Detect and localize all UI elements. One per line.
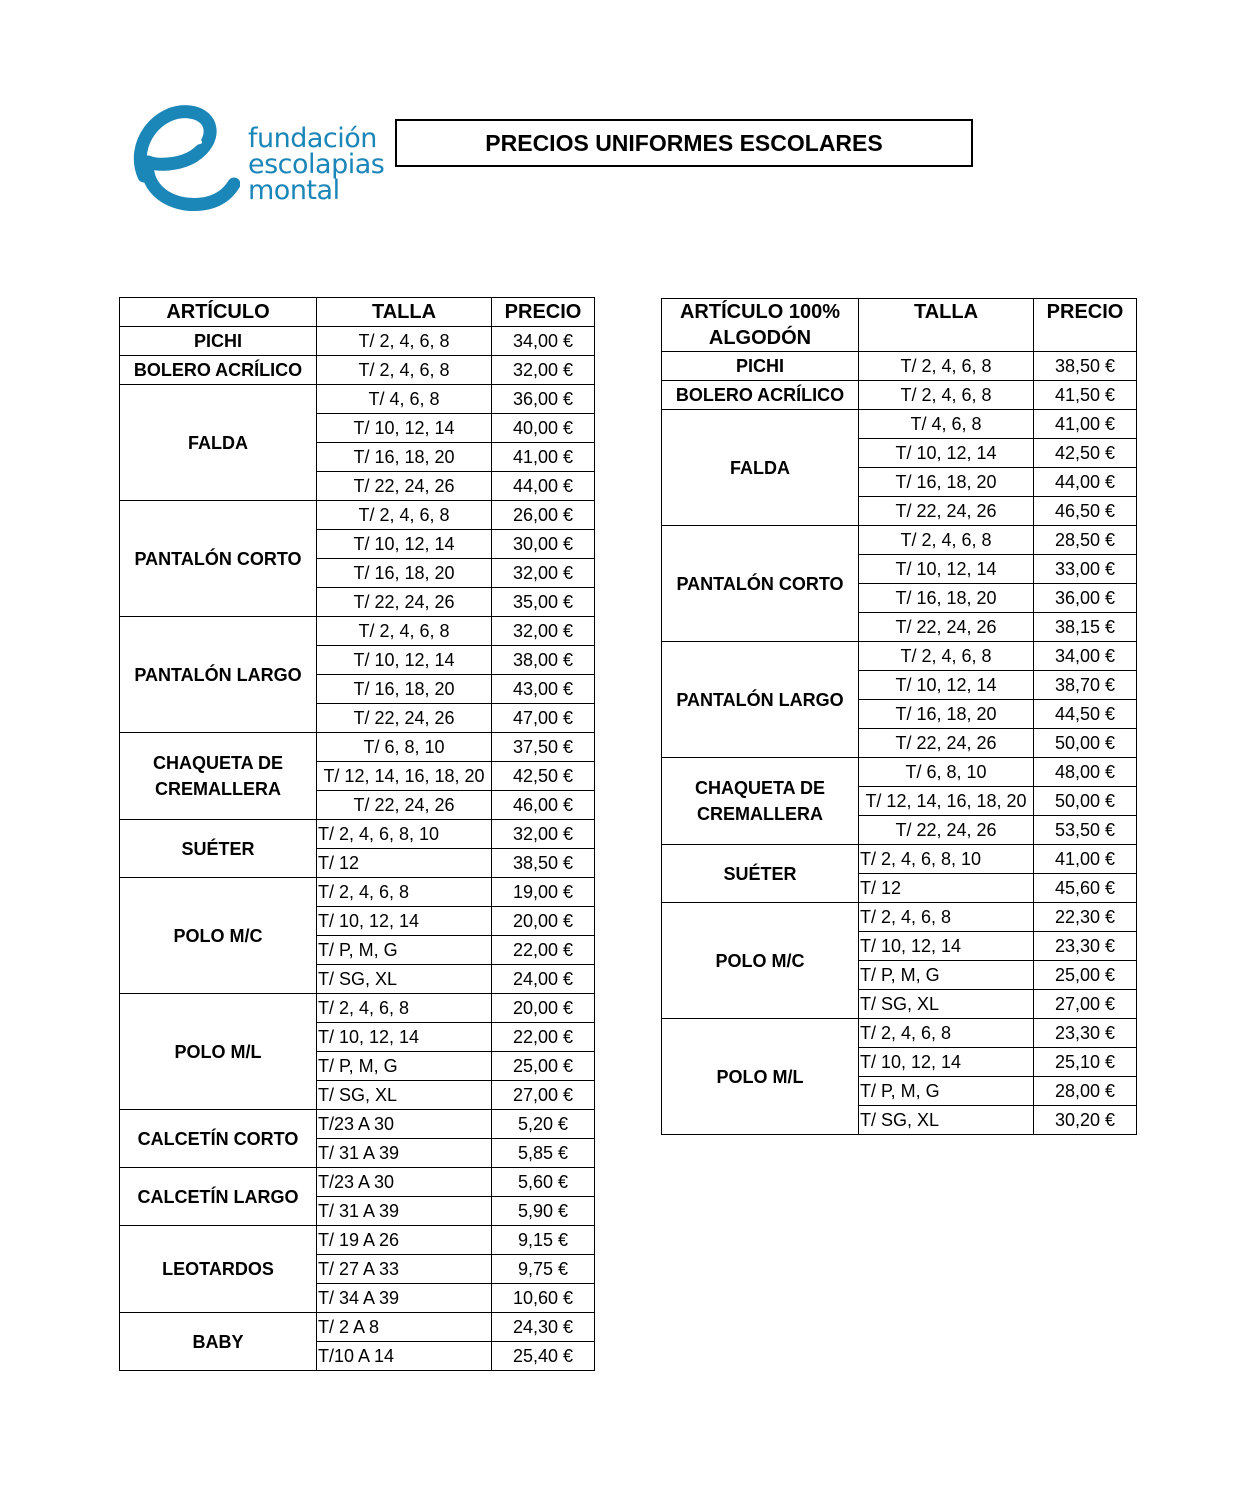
price-cell: 30,00 € [492,530,595,559]
article-cell: PICHI [662,352,859,381]
size-cell: T/ 2, 4, 6, 8 [317,501,492,530]
table-body [120,327,595,1371]
price-cell: 28,50 € [1034,526,1137,555]
price-cell: 41,00 € [492,443,595,472]
size-cell: T/ 22, 24, 26 [859,613,1034,642]
price-cell: 32,00 € [492,559,595,588]
price-cell: 34,00 € [492,327,595,356]
size-cell: T/ 22, 24, 26 [317,472,492,501]
article-cell: LEOTARDOS [120,1226,317,1313]
price-cell: 9,75 € [492,1255,595,1284]
price-cell: 5,90 € [492,1197,595,1226]
size-cell: T/23 A 30 [317,1110,492,1139]
price-table-acrylic [119,297,595,1371]
price-cell: 41,00 € [1034,845,1137,874]
price-cell: 24,30 € [492,1313,595,1342]
header-precio: PRECIO [492,298,595,327]
size-cell: T/ 4, 6, 8 [859,410,1034,439]
size-cell: T/ 16, 18, 20 [317,443,492,472]
price-cell: 43,00 € [492,675,595,704]
table-row [120,878,595,907]
price-cell: 25,40 € [492,1342,595,1371]
price-cell: 27,00 € [1034,990,1137,1019]
size-cell: T/ 2, 4, 6, 8 [859,903,1034,932]
size-cell: T/ 2, 4, 6, 8, 10 [317,820,492,849]
article-cell: PANTALÓN LARGO [662,642,859,758]
size-cell: T/ 22, 24, 26 [317,704,492,733]
table-row [120,733,595,762]
size-cell: T/ 6, 8, 10 [859,758,1034,787]
price-cell: 38,70 € [1034,671,1137,700]
size-cell: T/ 2, 4, 6, 8 [317,994,492,1023]
size-cell: T/ 12 [859,874,1034,903]
price-cell: 36,00 € [492,385,595,414]
size-cell: T/ 2, 4, 6, 8 [859,352,1034,381]
size-cell: T/ 22, 24, 26 [317,791,492,820]
size-cell: T/ 16, 18, 20 [317,559,492,588]
price-cell: 26,00 € [492,501,595,530]
table-row [120,385,595,414]
price-cell: 44,00 € [1034,468,1137,497]
size-cell: T/ 10, 12, 14 [317,1023,492,1052]
size-cell: T/ 34 A 39 [317,1284,492,1313]
size-cell: T/ P, M, G [317,1052,492,1081]
price-cell: 25,00 € [492,1052,595,1081]
size-cell: T/ 4, 6, 8 [317,385,492,414]
size-cell: T/ SG, XL [859,1106,1034,1135]
size-cell: T/ 12, 14, 16, 18, 20 [317,762,492,791]
table-row [120,994,595,1023]
price-cell: 5,60 € [492,1168,595,1197]
size-cell: T/ 10, 12, 14 [859,932,1034,961]
price-cell: 50,00 € [1034,787,1137,816]
price-cell: 38,50 € [1034,352,1137,381]
header-articulo: ARTÍCULO 100% ALGODÓN [662,299,859,352]
size-cell: T/ 19 A 26 [317,1226,492,1255]
price-cell: 41,00 € [1034,410,1137,439]
price-cell: 42,50 € [492,762,595,791]
size-cell: T/ 2 A 8 [317,1313,492,1342]
size-cell: T/ 2, 4, 6, 8, 10 [859,845,1034,874]
price-cell: 25,00 € [1034,961,1137,990]
header-articulo: ARTÍCULO [120,298,317,327]
size-cell: T/ 12 [317,849,492,878]
article-cell: SUÉTER [120,820,317,878]
price-cell: 46,00 € [492,791,595,820]
size-cell: T/ P, M, G [317,936,492,965]
size-cell: T/ 22, 24, 26 [317,588,492,617]
article-cell: PANTALÓN CORTO [120,501,317,617]
size-cell: T/23 A 30 [317,1168,492,1197]
price-cell: 50,00 € [1034,729,1137,758]
price-cell: 44,00 € [492,472,595,501]
table-row [662,410,1137,439]
price-cell: 22,00 € [492,1023,595,1052]
article-cell: BOLERO ACRÍLICO [120,356,317,385]
table-row [662,526,1137,555]
header-talla: TALLA [317,298,492,327]
size-cell: T/ 31 A 39 [317,1197,492,1226]
size-cell: T/ 16, 18, 20 [859,700,1034,729]
article-cell: POLO M/C [662,903,859,1019]
price-cell: 42,50 € [1034,439,1137,468]
price-cell: 25,10 € [1034,1048,1137,1077]
price-cell: 23,30 € [1034,1019,1137,1048]
article-cell: POLO M/C [120,878,317,994]
price-cell: 28,00 € [1034,1077,1137,1106]
size-cell: T/ 2, 4, 6, 8 [317,878,492,907]
size-cell: T/ 10, 12, 14 [859,1048,1034,1077]
size-cell: T/ 31 A 39 [317,1139,492,1168]
price-cell: 46,50 € [1034,497,1137,526]
size-cell: T/ 12, 14, 16, 18, 20 [859,787,1034,816]
table-row [120,617,595,646]
table-row [120,356,595,385]
table-row [120,1226,595,1255]
price-cell: 22,30 € [1034,903,1137,932]
size-cell: T/ 22, 24, 26 [859,729,1034,758]
size-cell: T/ 6, 8, 10 [317,733,492,762]
size-cell: T/ 10, 12, 14 [859,671,1034,700]
price-cell: 40,00 € [492,414,595,443]
table-row [120,327,595,356]
price-cell: 32,00 € [492,617,595,646]
size-cell: T/ 16, 18, 20 [317,675,492,704]
article-cell: PICHI [120,327,317,356]
price-cell: 38,15 € [1034,613,1137,642]
price-cell: 20,00 € [492,907,595,936]
price-cell: 36,00 € [1034,584,1137,613]
price-cell: 5,20 € [492,1110,595,1139]
size-cell: T/10 A 14 [317,1342,492,1371]
table-row [120,1168,595,1197]
header-talla: TALLA [859,299,1034,352]
table-header-row [662,299,1137,352]
price-cell: 9,15 € [492,1226,595,1255]
table-row [120,820,595,849]
article-cell: CHAQUETA DE CREMALLERA [662,758,859,845]
logo [128,104,388,219]
size-cell: T/ 2, 4, 6, 8 [859,381,1034,410]
price-cell: 35,00 € [492,588,595,617]
table-header-row [120,298,595,327]
table-body [662,352,1137,1135]
size-cell: T/ 16, 18, 20 [859,468,1034,497]
price-cell: 30,20 € [1034,1106,1137,1135]
table-row [662,1019,1137,1048]
table-row [662,845,1137,874]
size-cell: T/ 22, 24, 26 [859,497,1034,526]
price-cell: 32,00 € [492,356,595,385]
article-cell: POLO M/L [120,994,317,1110]
header-precio: PRECIO [1034,299,1137,352]
article-cell: POLO M/L [662,1019,859,1135]
size-cell: T/ 10, 12, 14 [859,439,1034,468]
article-cell: CALCETÍN LARGO [120,1168,317,1226]
size-cell: T/ SG, XL [859,990,1034,1019]
price-cell: 20,00 € [492,994,595,1023]
price-cell: 45,60 € [1034,874,1137,903]
price-cell: 23,30 € [1034,932,1137,961]
table-row [662,758,1137,787]
logo-line-2: escolapias [248,149,385,180]
article-cell: FALDA [120,385,317,501]
price-cell: 24,00 € [492,965,595,994]
price-cell: 38,00 € [492,646,595,675]
price-table-cotton [661,298,1137,1135]
article-cell: SUÉTER [662,845,859,903]
article-cell: BOLERO ACRÍLICO [662,381,859,410]
price-cell: 48,00 € [1034,758,1137,787]
price-cell: 32,00 € [492,820,595,849]
article-cell: FALDA [662,410,859,526]
size-cell: T/ 2, 4, 6, 8 [317,617,492,646]
page-title: PRECIOS UNIFORMES ESCOLARES [395,119,973,167]
table-row [120,501,595,530]
size-cell: T/ P, M, G [859,961,1034,990]
size-cell: T/ 2, 4, 6, 8 [859,1019,1034,1048]
logo-text [248,123,385,206]
price-cell: 47,00 € [492,704,595,733]
size-cell: T/ 16, 18, 20 [859,584,1034,613]
size-cell: T/ SG, XL [317,965,492,994]
table-row [662,381,1137,410]
price-cell: 41,50 € [1034,381,1137,410]
size-cell: T/ 10, 12, 14 [859,555,1034,584]
table-row [120,1110,595,1139]
price-cell: 53,50 € [1034,816,1137,845]
article-cell: CALCETÍN CORTO [120,1110,317,1168]
size-cell: T/ 10, 12, 14 [317,530,492,559]
price-cell: 27,00 € [492,1081,595,1110]
price-cell: 22,00 € [492,936,595,965]
fundacion-e-logo-icon [128,104,240,216]
price-cell: 10,60 € [492,1284,595,1313]
price-cell: 5,85 € [492,1139,595,1168]
article-cell: BABY [120,1313,317,1371]
size-cell: T/ P, M, G [859,1077,1034,1106]
logo-line-3: montal [248,175,340,206]
logo-line-1: fundación [248,123,377,154]
table-row [662,352,1137,381]
price-cell: 44,50 € [1034,700,1137,729]
size-cell: T/ 2, 4, 6, 8 [317,327,492,356]
size-cell: T/ 10, 12, 14 [317,646,492,675]
table-row [662,903,1137,932]
article-cell: PANTALÓN LARGO [120,617,317,733]
size-cell: T/ 10, 12, 14 [317,414,492,443]
article-cell: PANTALÓN CORTO [662,526,859,642]
price-cell: 38,50 € [492,849,595,878]
price-cell: 34,00 € [1034,642,1137,671]
size-cell: T/ 27 A 33 [317,1255,492,1284]
size-cell: T/ 2, 4, 6, 8 [317,356,492,385]
size-cell: T/ SG, XL [317,1081,492,1110]
size-cell: T/ 2, 4, 6, 8 [859,642,1034,671]
price-cell: 37,50 € [492,733,595,762]
size-cell: T/ 10, 12, 14 [317,907,492,936]
size-cell: T/ 2, 4, 6, 8 [859,526,1034,555]
table-row [662,642,1137,671]
size-cell: T/ 22, 24, 26 [859,816,1034,845]
article-cell: CHAQUETA DE CREMALLERA [120,733,317,820]
price-cell: 33,00 € [1034,555,1137,584]
table-row [120,1313,595,1342]
price-cell: 19,00 € [492,878,595,907]
